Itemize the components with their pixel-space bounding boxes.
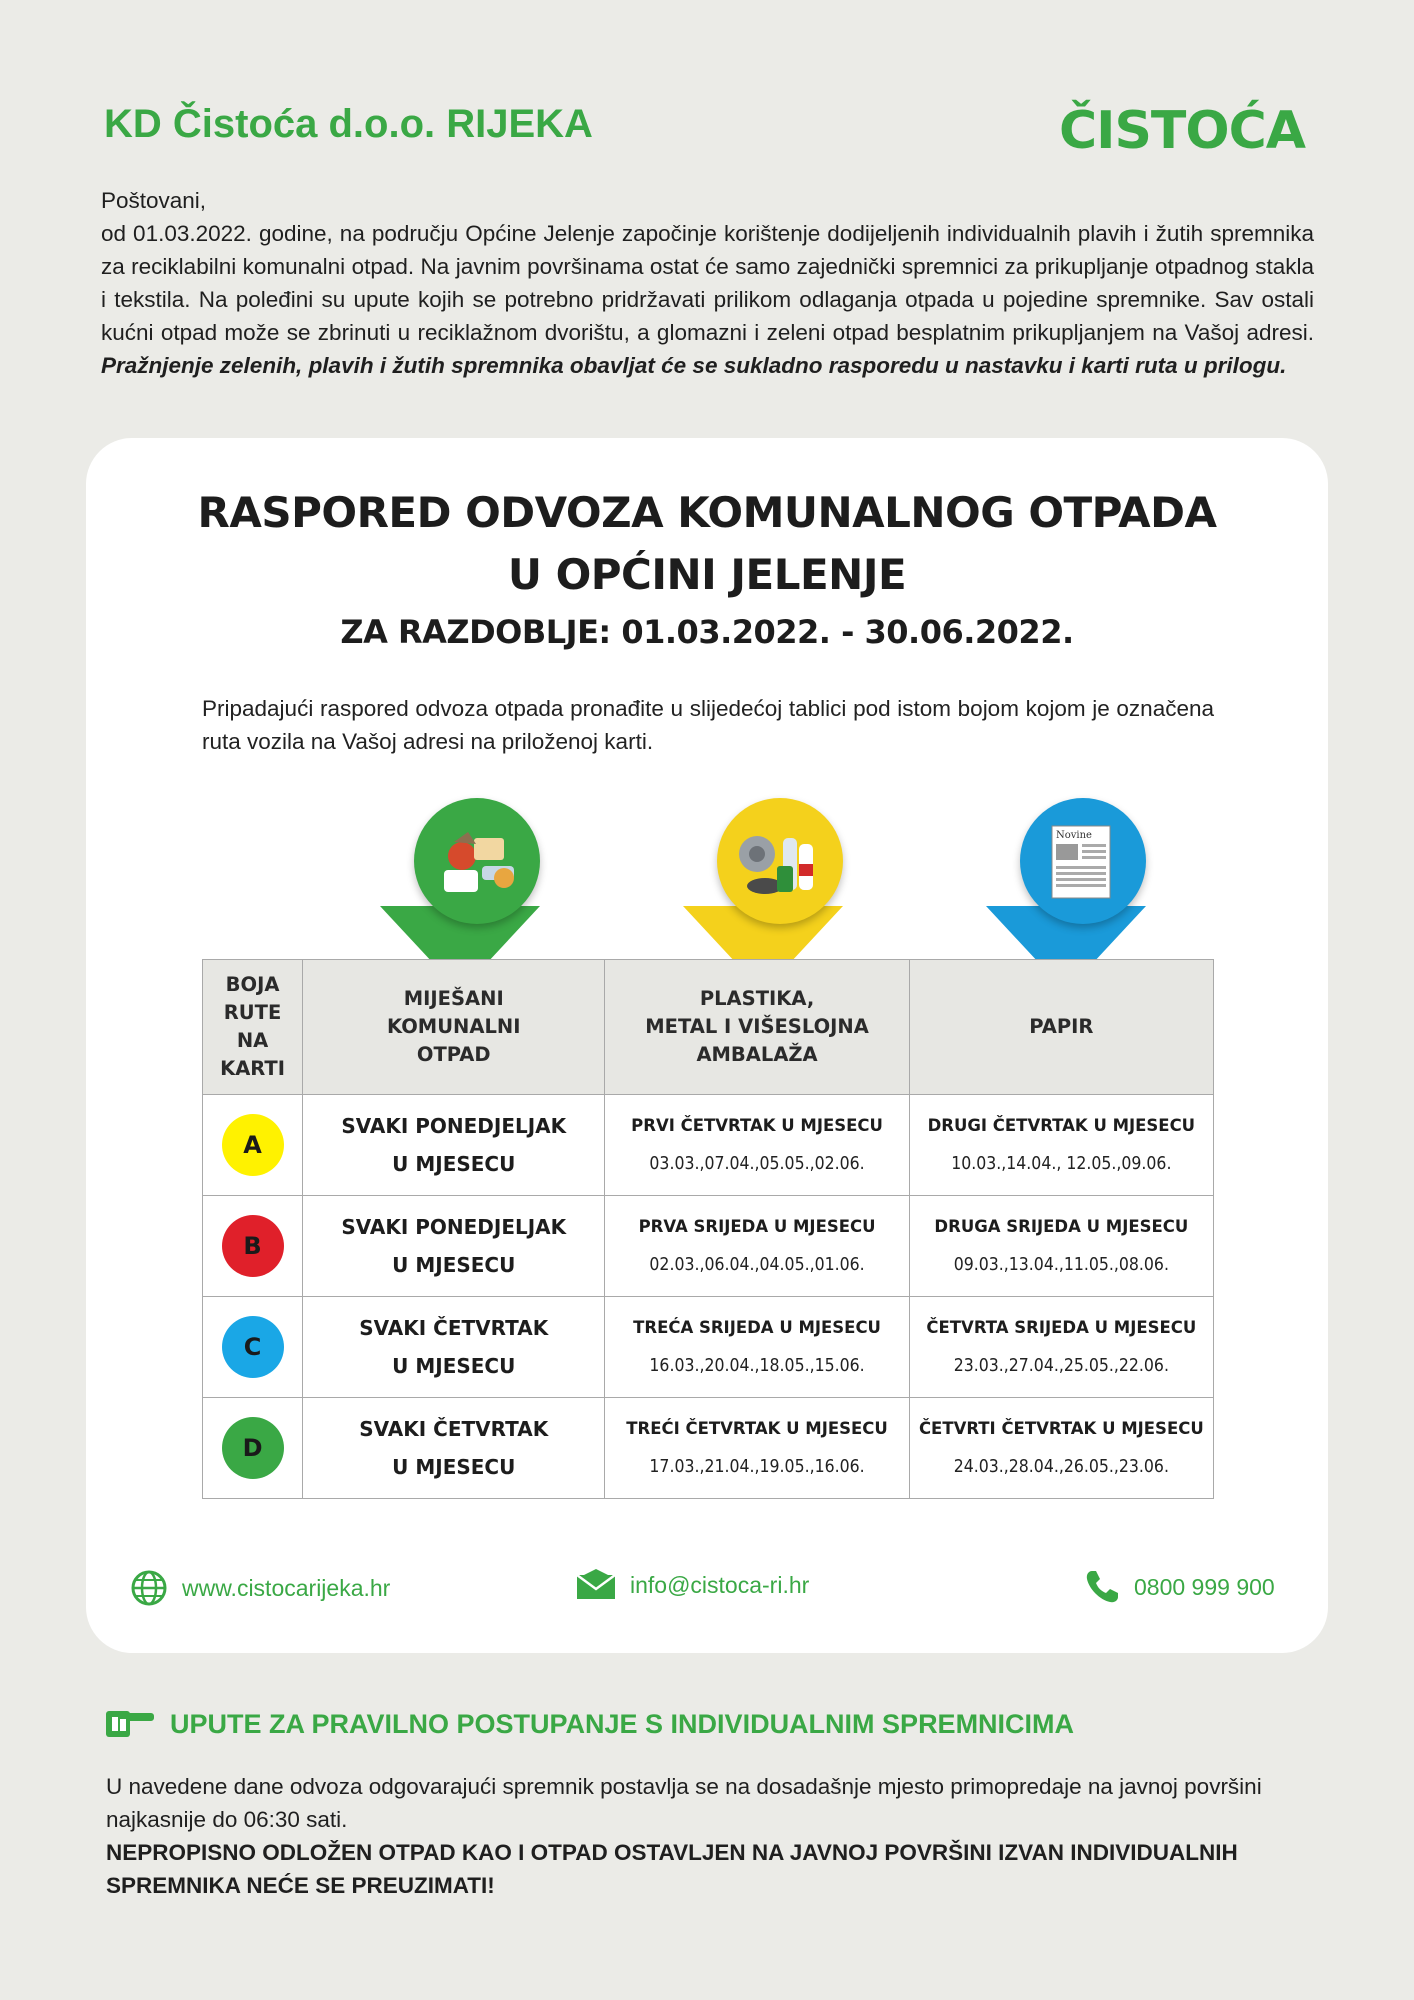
route-badge: D bbox=[222, 1417, 284, 1479]
yellow-circle bbox=[717, 798, 843, 924]
plastic-cell: TREĆI ČETVRTAK U MJESECU 17.03.,21.04.,19.05.,16.06. bbox=[605, 1398, 909, 1499]
schedule-card bbox=[86, 438, 1328, 1653]
pointing-hand-icon bbox=[104, 1707, 156, 1741]
globe-icon bbox=[130, 1569, 168, 1607]
greeting: Poštovani, bbox=[101, 188, 207, 213]
title-line-2: U OPĆINI JELENJE bbox=[507, 550, 907, 599]
intro-body: od 01.03.2022. godine, na području Općine Jelenje započinje korištenje dodijeljenih individualnih plavih i žutih spremnika za reciklabilni komunalni otpad. Na javnim površinama ostat će samo zajednički spremnici za prikupljanje otpadnog stakla i tekstila. Na poleđini su upute kojih se potrebno pridržavati prilikom odlaganja otpada u pojedine spremnike. Sav ostali kućni otpad može se zbrinuti u reciklažnom dvorištu, a glomazni i zeleni otpad besplatnim prikupljanjem na Vašoj adresi. bbox=[101, 221, 1314, 345]
mixed-waste-illustration-icon bbox=[424, 808, 530, 914]
schedule-lead bbox=[202, 692, 1214, 758]
table-row bbox=[203, 1398, 1214, 1499]
phone-icon bbox=[1084, 1569, 1120, 1605]
plastic-cell: PRVI ČETVRTAK U MJESECU 03.03.,07.04.,05.05.,02.06. bbox=[605, 1095, 909, 1196]
lead-text: Pripadajući raspored odvoza otpada pronađite u slijedećoj tablici pod istom bojom kojom je označena ruta vozila na Vašoj adresi na priloženoj karti. bbox=[202, 696, 1214, 754]
plastic-cell: PRVA SRIJEDA U MJESECU 02.03.,06.04.,04.05.,01.06. bbox=[605, 1196, 909, 1297]
mixed-cell: SVAKI ČETVRTAK U MJESECU bbox=[303, 1297, 605, 1398]
schedule-period: ZA RAZDOBLJE: 01.03.2022. - 30.06.2022. bbox=[340, 613, 1074, 651]
instructions-heading-text: UPUTE ZA PRAVILNO POSTUPANJE S INDIVIDUALNIM SPREMNICIMA bbox=[170, 1708, 1075, 1739]
instructions-body bbox=[106, 1770, 1314, 1902]
blue-circle bbox=[1020, 798, 1146, 924]
cistoca-logo bbox=[1050, 96, 1315, 158]
svg-text:ČISTOĆA: ČISTOĆA bbox=[1058, 101, 1306, 158]
company-name: KD Čistoća d.o.o. RIJEKA bbox=[104, 102, 593, 146]
table-row bbox=[203, 1196, 1214, 1297]
header-plastic-metal: PLASTIKA, METAL I VIŠESLOJNA AMBALAŽA bbox=[605, 960, 909, 1095]
route-badge: A bbox=[222, 1114, 284, 1176]
phone-link[interactable] bbox=[1084, 1569, 1275, 1605]
paper-cell: DRUGI ČETVRTAK U MJESECU 10.03.,14.04., 12.05.,09.06. bbox=[909, 1095, 1213, 1196]
green-circle bbox=[414, 798, 540, 924]
paper-cell: DRUGA SRIJEDA U MJESECU 09.03.,13.04.,11.05.,08.06. bbox=[909, 1196, 1213, 1297]
email-text[interactable]: info@cistoca-ri.hr bbox=[630, 1571, 810, 1598]
title-line-1: RASPORED ODVOZA KOMUNALNOG OTPADA bbox=[197, 488, 1217, 537]
schedule-title bbox=[86, 482, 1328, 606]
route-badge: C bbox=[222, 1316, 284, 1378]
plastic-cell: TREĆA SRIJEDA U MJESECU 16.03.,20.04.,18.05.,15.06. bbox=[605, 1297, 909, 1398]
header-mixed-waste: MIJEŠANI KOMUNALNI OTPAD bbox=[303, 960, 605, 1095]
intro-paragraph bbox=[101, 217, 1314, 382]
instructions-heading bbox=[104, 1707, 1074, 1741]
route-badge: B bbox=[222, 1215, 284, 1277]
email-link[interactable] bbox=[576, 1569, 809, 1601]
intro-emphasis: Pražnjenje zelenih, plavih i žutih spremnika obavljat će se sukladno rasporedu u nastavku i karti ruta u prilogu. bbox=[101, 353, 1287, 378]
svg-text:Novine: Novine bbox=[1056, 830, 1092, 841]
mixed-cell: SVAKI PONEDJELJAK U MJESECU bbox=[303, 1095, 605, 1196]
envelope-icon bbox=[576, 1569, 616, 1601]
website-link[interactable] bbox=[130, 1569, 390, 1607]
mixed-cell: SVAKI PONEDJELJAK U MJESECU bbox=[303, 1196, 605, 1297]
table-row bbox=[203, 1095, 1214, 1196]
mixed-cell: SVAKI ČETVRTAK U MJESECU bbox=[303, 1398, 605, 1499]
phone-text[interactable]: 0800 999 900 bbox=[1134, 1573, 1275, 1600]
paper-cell: ČETVRTA SRIJEDA U MJESECU 23.03.,27.04.,25.05.,22.06. bbox=[909, 1297, 1213, 1398]
table-header-row bbox=[203, 960, 1214, 1095]
header-route-color: BOJA RUTE NA KARTI bbox=[203, 960, 303, 1095]
newspaper-illustration-icon bbox=[1030, 808, 1136, 914]
instructions-warning: NEPROPISNO ODLOŽEN OTPAD KAO I OTPAD OSTAVLJEN NA JAVNOJ POVRŠINI IZVAN INDIVIDUALNIH SPREMNIKA NEĆE SE PREUZIMATI! bbox=[106, 1840, 1238, 1898]
schedule-table bbox=[202, 959, 1214, 1499]
website-text[interactable]: www.cistocarijeka.hr bbox=[182, 1574, 391, 1601]
instructions-text: U navedene dane odvoza odgovarajući spremnik postavlja se na dosadašnje mjesto primopredaje na javnoj površini najkasnije do 06:30 sati. bbox=[106, 1774, 1262, 1832]
plastic-bottles-illustration-icon bbox=[727, 808, 833, 914]
table-row bbox=[203, 1297, 1214, 1398]
intro-text bbox=[101, 184, 1314, 382]
paper-cell: ČETVRTI ČETVRTAK U MJESECU 24.03.,28.04.,26.05.,23.06. bbox=[909, 1398, 1213, 1499]
header-paper: PAPIR bbox=[909, 960, 1213, 1095]
